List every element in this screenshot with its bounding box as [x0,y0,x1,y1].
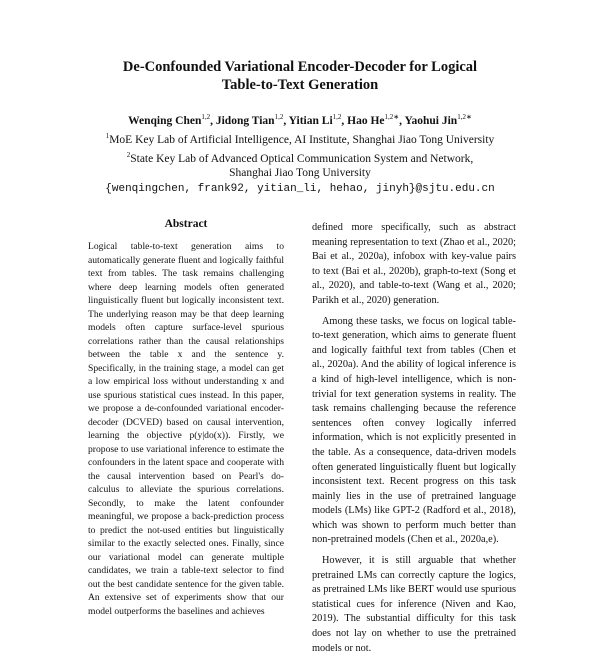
author: Hao $He^{1,2∗}$ [347,113,400,127]
affiliation-2: $^2$State Key Lab of Advanced Optical Communication System and Network, [126,150,474,165]
author: Wenqing Chen$^{1,2}$ [128,113,211,127]
right-column [312,221,516,662]
paper-header [0,58,600,197]
left-column [88,218,284,618]
abstract-text: Logical table-to-text generation aims to automatically generate fluent and logically faithful text from tables. The task remains challenging where deep learning models often generated linguistically fluent but logically inconsistent text. The underlying reason may be that deep learning models often capture surface-level spurious correlations rather than the causal relationships between the table x and the sentence y. Specifically, in the training stage, a model can get a low empirical loss without understanding x and use spurious statistical cues instead. In this paper, we propose a de-confounded variational encoder-decoder (DCVED) based on causal intervention, learning the objective p(y|do(x)). Firstly, we propose to use variational inference to estimate the confounders in the latent space and cooperate with the causal intervention based on Pearl's do-calculus to alleviate the spurious correlations. Secondly, to make the latent confounder meaningful, we propose a back-prediction process to predict the not-used entities but linguistically similar to the exactly selected ones. Finally, since our variational model can generate multiple candidates, we train a table-text selector to find out the best candidate sentence for the given table. An extensive set of experiments show that our model outperforms the baselines and achieves [88,241,284,617]
title-line-1: De-Confounded Variational Encoder-Decoder for Logical [122,59,478,75]
author: Yitian Li$^{1,2}$ [288,113,342,127]
paper-title [0,58,600,94]
title-line-2: Table-to-Text Generation [221,77,379,93]
author-list: Wenqing Chen$^{1,2}$, Jidong Tian$^{1,2}$, Yitian Li$^{1,2}$, Hao $He^{1,2∗}$, Yaohui Jin$^{1,2∗}$ [128,113,472,127]
abstract-heading: Abstract [164,218,208,230]
affiliation-1: $^1$MoE Key Lab of Artificial Intelligence, AI Institute, Shanghai Jiao Tong University [105,131,495,146]
author: Yaohui Jin$^{1,2∗}$ [404,113,472,127]
author-emails: {wenqingchen, frank92, yitian_li, hehao, jinyh}@sjtu.edu.cn [105,183,495,196]
author: Jidong Tian$^{1,2}$ [215,113,284,127]
body-paragraph-1: defined more specifically, such as abstract meaning representation to text (Zhao et al., 2020; Bai et al., 2020a), infobox with key-value pairs to text (Bai et al., 2020b), graph-to-text (Song et al., 2020), and table-to-text (Wang et al., 2020; Parikh et al., 2020) generation. [312,222,516,306]
body-paragraph-3: However, it is still arguable that whether pretrained LMs can correctly capture the logics, as pretrained LMs like BERT would use spurious statistical cues for inference (Niven and Kao, 2019). The substantial difficulty for this task does not lay on whether to use the pretrained models or not. [312,555,516,654]
affiliation-2-line-2: Shanghai Jiao Tong University [229,167,371,180]
body-paragraph-2: Among these tasks, we focus on logical table-to-text generation, which aims to generate fluent and logically faithful text from tables (Chen et al., 2020a). And the ability of logical inference is a kind of high-level intelligence, which is non-trivial for text generation systems in reality. The task remains challenging because the reference sentences often convey logically inferred information, which is not explicitly presented in the table. As a consequence, data-driven models often generated linguistically fluent but logically inconsistent text. Recent progress on this task mainly lies in the use of pretrained language models (LMs) like GPT-2 (Radford et al., 2018), which was shown to perform much better than non-pretrained models (Chen et al., 2020a,e). [312,315,516,546]
